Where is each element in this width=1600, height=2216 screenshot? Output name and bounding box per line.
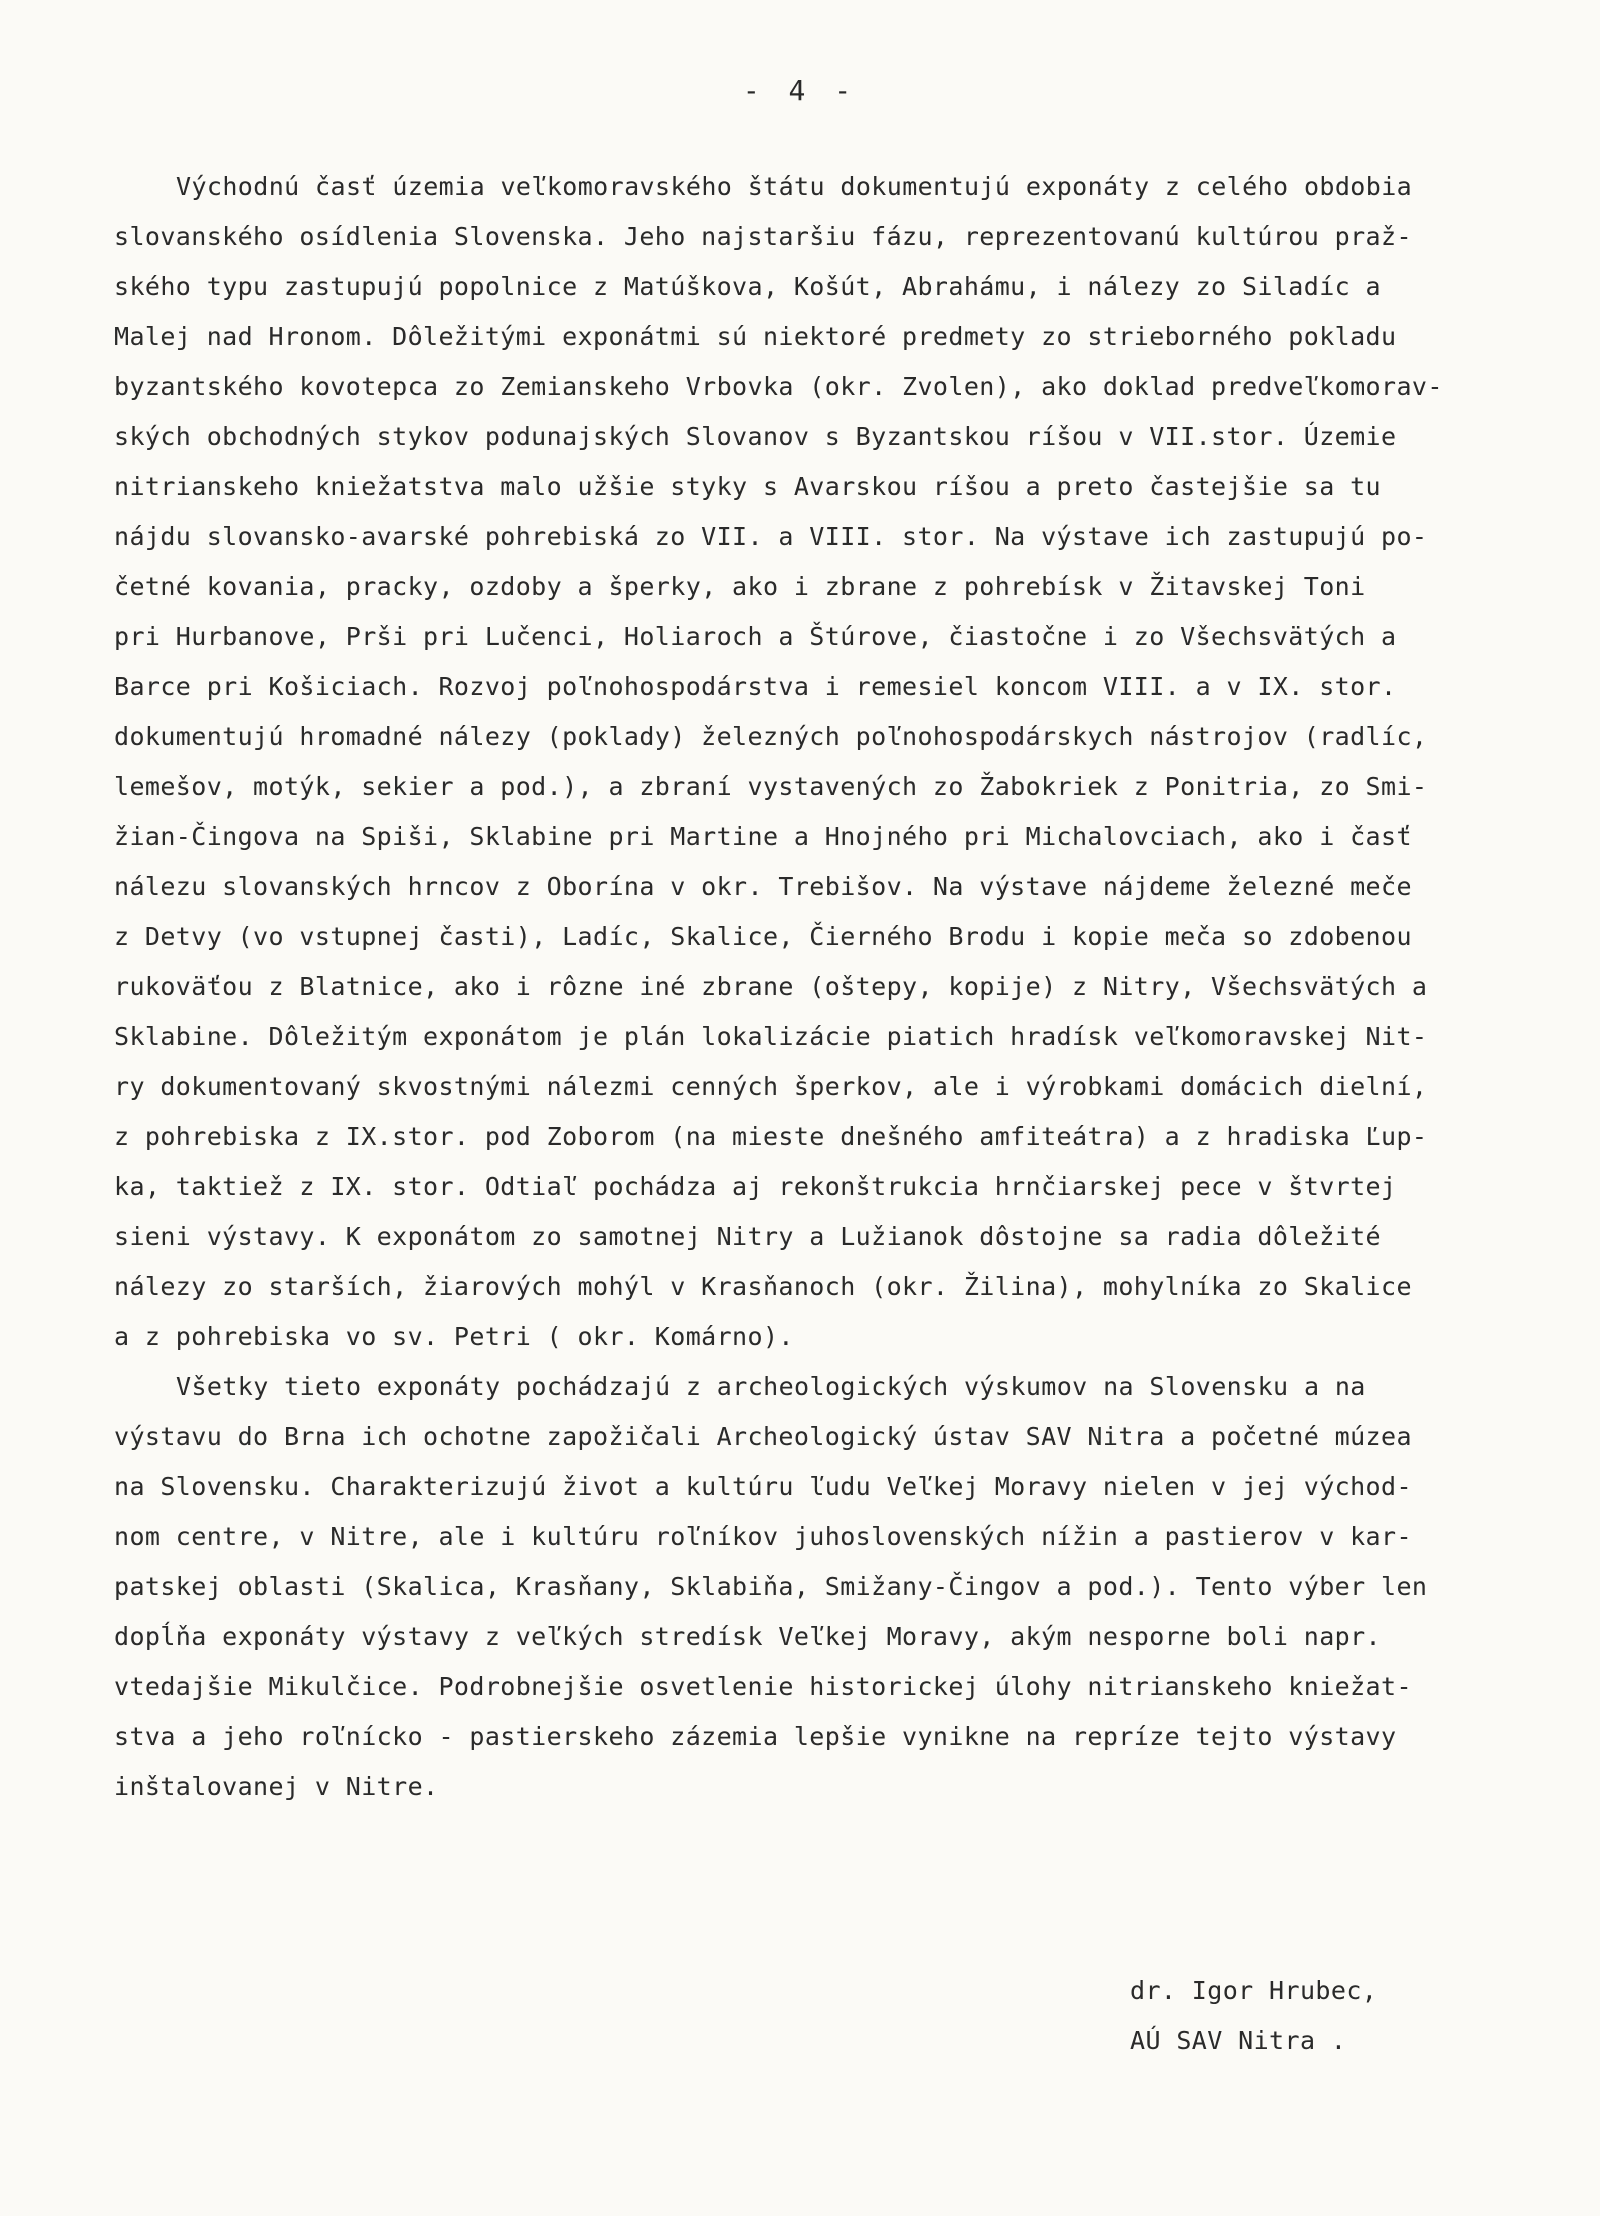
text-line: inštalovanej v Nitre. [114,1772,439,1801]
page-number: - 4 - [742,74,858,107]
text-line: z pohrebiska z IX.stor. pod Zoborom (na mieste dnešného amfiteátra) a z hradiska Ľup- [114,1122,1428,1151]
text-line: lemešov, motýk, sekier a pod.), a zbraní vystavených zo Žabokriek z Ponitria, zo Smi- [114,772,1428,801]
text-line: vtedajšie Mikulčice. Podrobnejšie osvetlenie historickej úlohy nitrianskeho kniežat- [114,1672,1412,1701]
text-line: a z pohrebiska vo sv. Petri ( okr. Komárno). [114,1322,794,1351]
text-line: byzantského kovotepca zo Zemianskeho Vrbovka (okr. Zvolen), ako doklad predveľkomorav- [114,372,1443,401]
text-line: sieni výstavy. K exponátom zo samotnej Nitry a Lužianok dôstojne sa radia dôležité [114,1222,1382,1251]
text-line: ry dokumentovaný skvostnými nálezmi cenných šperkov, ale i výrobkami domácich dielní, [114,1072,1428,1101]
text-line: ka, taktiež z IX. stor. Odtiaľ pochádza aj rekonštrukcia hrnčiarskej pece v štvrtej [114,1172,1397,1201]
signature-block [1130,1966,1430,2066]
text-line: nitrianskeho kniežatstva malo užšie styky s Avarskou ríšou a preto častejšie sa tu [114,472,1382,501]
signature-institution: AÚ SAV Nitra . [1130,2026,1347,2055]
text-line: dokumentujú hromadné nálezy (poklady) železných poľnohospodárskych nástrojov (radlíc, [114,722,1428,751]
text-line: výstavu do Brna ich ochotne zapožičali Archeologický ústav SAV Nitra a početné múzea [114,1422,1412,1451]
body-text [114,162,1443,1812]
text-line: pri Hurbanove, Prši pri Lučenci, Holiaroch a Štúrove, čiastočne i zo Všechsvätých a [114,622,1397,651]
text-line: nálezy zo starších, žiarových mohýl v Krasňanoch (okr. Žilina), mohylníka zo Skalice [114,1272,1412,1301]
text-line: dopĺňa exponáty výstavy z veľkých stredísk Veľkej Moravy, akým nesporne boli napr. [114,1622,1382,1651]
text-line: patskej oblasti (Skalica, Krasňany, Sklabiňa, Smižany-Čingov a pod.). Tento výber len [114,1572,1428,1601]
text-line: Východnú časť územia veľkomoravského štátu dokumentujú exponáty z celého obdobia [176,172,1413,201]
text-line: na Slovensku. Charakterizujú život a kultúru ľudu Veľkej Moravy nielen v jej východ- [114,1472,1412,1501]
text-line: stva a jeho roľnícko - pastierskeho zázemia lepšie vynikne na repríze tejto výstavy [114,1722,1397,1751]
text-line: slovanského osídlenia Slovenska. Jeho najstaršiu fázu, reprezentovanú kultúrou praž- [114,222,1412,251]
text-line: Sklabine. Dôležitým exponátom je plán lokalizácie piatich hradísk veľkomoravskej Nit- [114,1022,1428,1051]
text-line: nom centre, v Nitre, ale i kultúru roľníkov juhoslovenských nížin a pastierov v kar- [114,1522,1412,1551]
signature-name: dr. Igor Hrubec, [1130,1976,1378,2005]
text-line: ského typu zastupujú popolnice z Matúškova, Košút, Abrahámu, i nálezy zo Siladíc a [114,272,1382,301]
text-line: četné kovania, pracky, ozdoby a šperky, ako i zbrane z pohrebísk v Žitavskej Toni [114,572,1366,601]
text-line: žian-Čingova na Spiši, Sklabine pri Martine a Hnojného pri Michalovciach, ako i časť [114,822,1412,851]
text-line: Všetky tieto exponáty pochádzajú z archeologických výskumov na Slovensku a na [176,1372,1366,1401]
text-line: rukoväťou z Blatnice, ako i rôzne iné zbrane (oštepy, kopije) z Nitry, Všechsvätých a [114,972,1428,1001]
text-line: ských obchodných stykov podunajských Slovanov s Byzantskou ríšou v VII.stor. Územie [114,422,1397,451]
text-line: Malej nad Hronom. Dôležitými exponátmi sú niektoré predmety zo strieborného pokladu [114,322,1397,351]
text-line: Barce pri Košiciach. Rozvoj poľnohospodárstva i remesiel koncom VIII. a v IX. stor. [114,672,1397,701]
text-line: nájdu slovansko-avarské pohrebiská zo VII. a VIII. stor. Na výstave ich zastupujú po- [114,522,1428,551]
text-line: z Detvy (vo vstupnej časti), Ladíc, Skalice, Čierného Brodu i kopie meča so zdobenou [114,922,1412,951]
text-line: nálezu slovanských hrncov z Oborína v okr. Trebišov. Na výstave nájdeme železné meče [114,872,1412,901]
